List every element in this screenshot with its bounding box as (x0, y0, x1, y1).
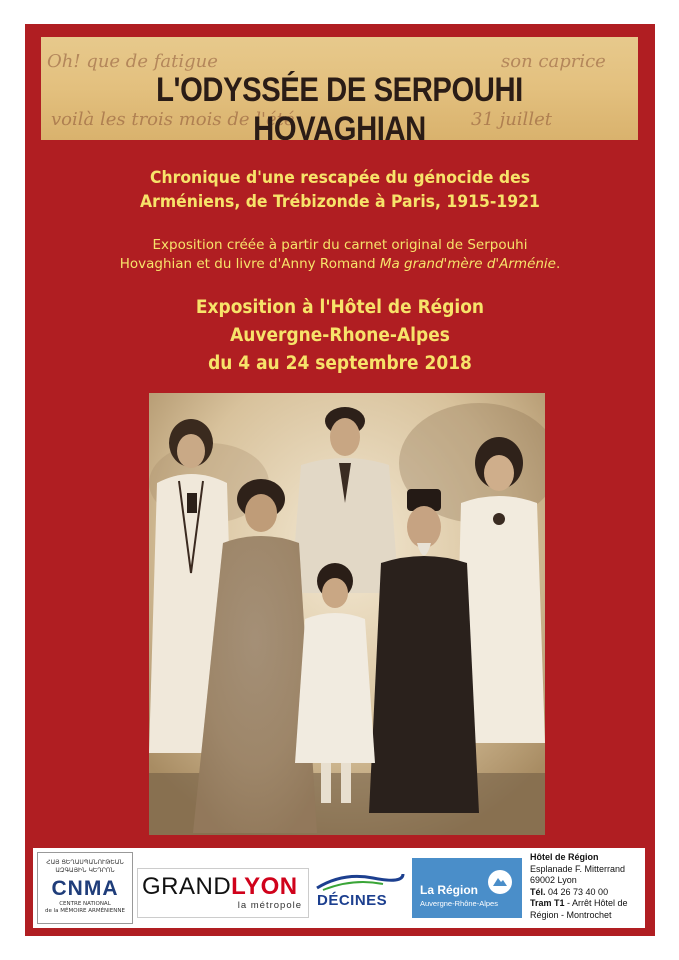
venue-info (50, 294, 630, 378)
address-tram (530, 898, 644, 921)
grandlyon-logo (137, 868, 309, 918)
subtitle-line: Chronique d'une rescapée du génocide des (149, 168, 531, 188)
grandlyon-metropole: la métropole (237, 900, 302, 911)
grandlyon-lyon: LYON (231, 873, 298, 900)
cnma-name: de la MÉMOIRE ARMÉNIENNE (45, 908, 125, 914)
book-title: Ma grand'mère d'Arménie (379, 256, 556, 272)
region-name: La Région (420, 883, 479, 897)
address-title: Hôtel de Région (530, 852, 599, 862)
cnma-logo (37, 852, 133, 924)
decines-name: DÉCINES (317, 892, 388, 909)
region-logo (412, 858, 522, 918)
cnma-acronym: CNMA (51, 877, 119, 900)
cnma-armenian-text: ՀԱՅ ՑԵՂԱՍՊԱՆՈՒԹԵԱՆ ԱԶԳԱՅԻՆ ԿԵԴՐՈՆ (46, 859, 124, 874)
grandlyon-grand: GRAND (142, 873, 232, 900)
venue-line: Auvergne-Rhone-Alpes (230, 325, 450, 346)
address-street: Esplanade F. Mitterrand (530, 863, 626, 874)
region-mountain-icon (488, 870, 512, 894)
poster-subtitle (50, 166, 630, 214)
title-banner (41, 37, 638, 140)
cnma-name: CENTRE NATIONAL (59, 901, 111, 907)
phone-number: 04 26 73 40 00 (545, 886, 609, 897)
tram-stop: - Arrêt Hôtel de Région - Montrochet (530, 898, 628, 920)
venue-dates: du 4 au 24 septembre 2018 (208, 353, 472, 374)
handwriting-background: 31 juillet (471, 109, 552, 130)
address-phone (530, 887, 644, 899)
phone-label: Tél. (530, 886, 546, 897)
exhibition-description (25, 236, 655, 274)
description-punct: . (556, 256, 561, 272)
region-subtitle: Auvergne-Rhône-Alpes (420, 899, 498, 908)
sponsor-logos-bar (33, 848, 645, 928)
address-city: 69002 Lyon (530, 875, 577, 885)
description-text: Hovaghian et du livre d'Anny Romand (119, 256, 380, 272)
poster (25, 24, 655, 936)
venue-address (530, 852, 644, 924)
decines-logo (313, 870, 407, 918)
grandlyon-wordmark (142, 873, 298, 901)
tram-label: Tram T1 (530, 898, 565, 908)
poster-title: L'ODYSSÉE DE SERPOUHI HOVAGHIAN (156, 71, 523, 140)
handwriting-background: voilà les trois mois de l'été (51, 109, 295, 130)
handwriting-background: Oh! que de fatigue (47, 51, 218, 72)
decines-swoosh-icon (313, 870, 407, 892)
family-photo-image (149, 393, 545, 835)
handwriting-background: son caprice (501, 51, 606, 72)
description-line: Exposition créée à partir du carnet original de Serpouhi (152, 237, 528, 253)
family-photo (149, 393, 545, 835)
description-line (25, 255, 655, 274)
subtitle-line: Arméniens, de Trébizonde à Paris, 1915-1921 (140, 192, 540, 212)
venue-line: Exposition à l'Hôtel de Région (195, 297, 485, 318)
